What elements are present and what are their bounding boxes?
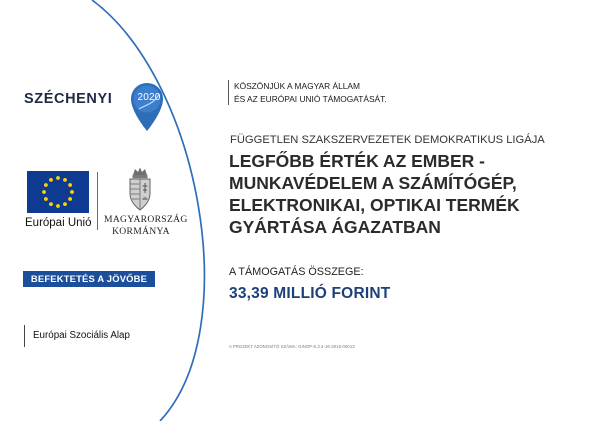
project-title-line: ELEKTRONIKAI, OPTIKAI TERMÉK: [229, 195, 520, 215]
thanks-line2: ÉS AZ EURÓPAI UNIÓ TÁMOGATÁSÁT.: [234, 94, 387, 104]
project-title: [229, 150, 520, 238]
program-name: SZÉCHENYI: [24, 91, 113, 107]
eu-label: Európai Unió: [25, 217, 92, 229]
government-label-line2: KORMÁNYA: [112, 226, 170, 237]
logo-divider: [97, 172, 98, 230]
government-label-line1: MAGYARORSZÁG: [104, 214, 188, 225]
location-pin-icon: [130, 82, 164, 132]
thanks-line1: KÖSZÖNJÜK A MAGYAR ÁLLAM: [234, 81, 360, 91]
organization-name: FÜGGETLEN SZAKSZERVEZETEK DEMOKRATIKUS LIGÁJA: [230, 134, 545, 146]
eu-flag-icon: [27, 171, 89, 213]
thanks-divider: [228, 80, 229, 105]
support-amount-label: A TÁMOGATÁS ÖSSZEGE:: [229, 266, 364, 278]
support-amount: 33,39 MILLIÓ FORINT: [229, 285, 391, 302]
program-year: 2020: [137, 92, 161, 103]
fund-divider: [24, 325, 25, 347]
project-title-line: LEGFŐBB ÉRTÉK AZ EMBER -: [229, 151, 486, 171]
fund-label: Európai Szociális Alap: [33, 330, 130, 341]
project-title-line: GYÁRTÁSA ÁGAZATBAN: [229, 217, 441, 237]
szechenyi-2020-logo: [24, 82, 164, 134]
project-identifier: A PROJEKT AZONOSÍTÓ SZÁMA: GINOP-5.3.4-16-2016-00013: [229, 344, 355, 349]
project-title-line: MUNKAVÉDELEM A SZÁMÍTÓGÉP,: [229, 173, 517, 193]
investment-badge: BEFEKTETÉS A JÖVŐBE: [23, 271, 155, 287]
coat-of-arms-icon: [124, 166, 156, 212]
